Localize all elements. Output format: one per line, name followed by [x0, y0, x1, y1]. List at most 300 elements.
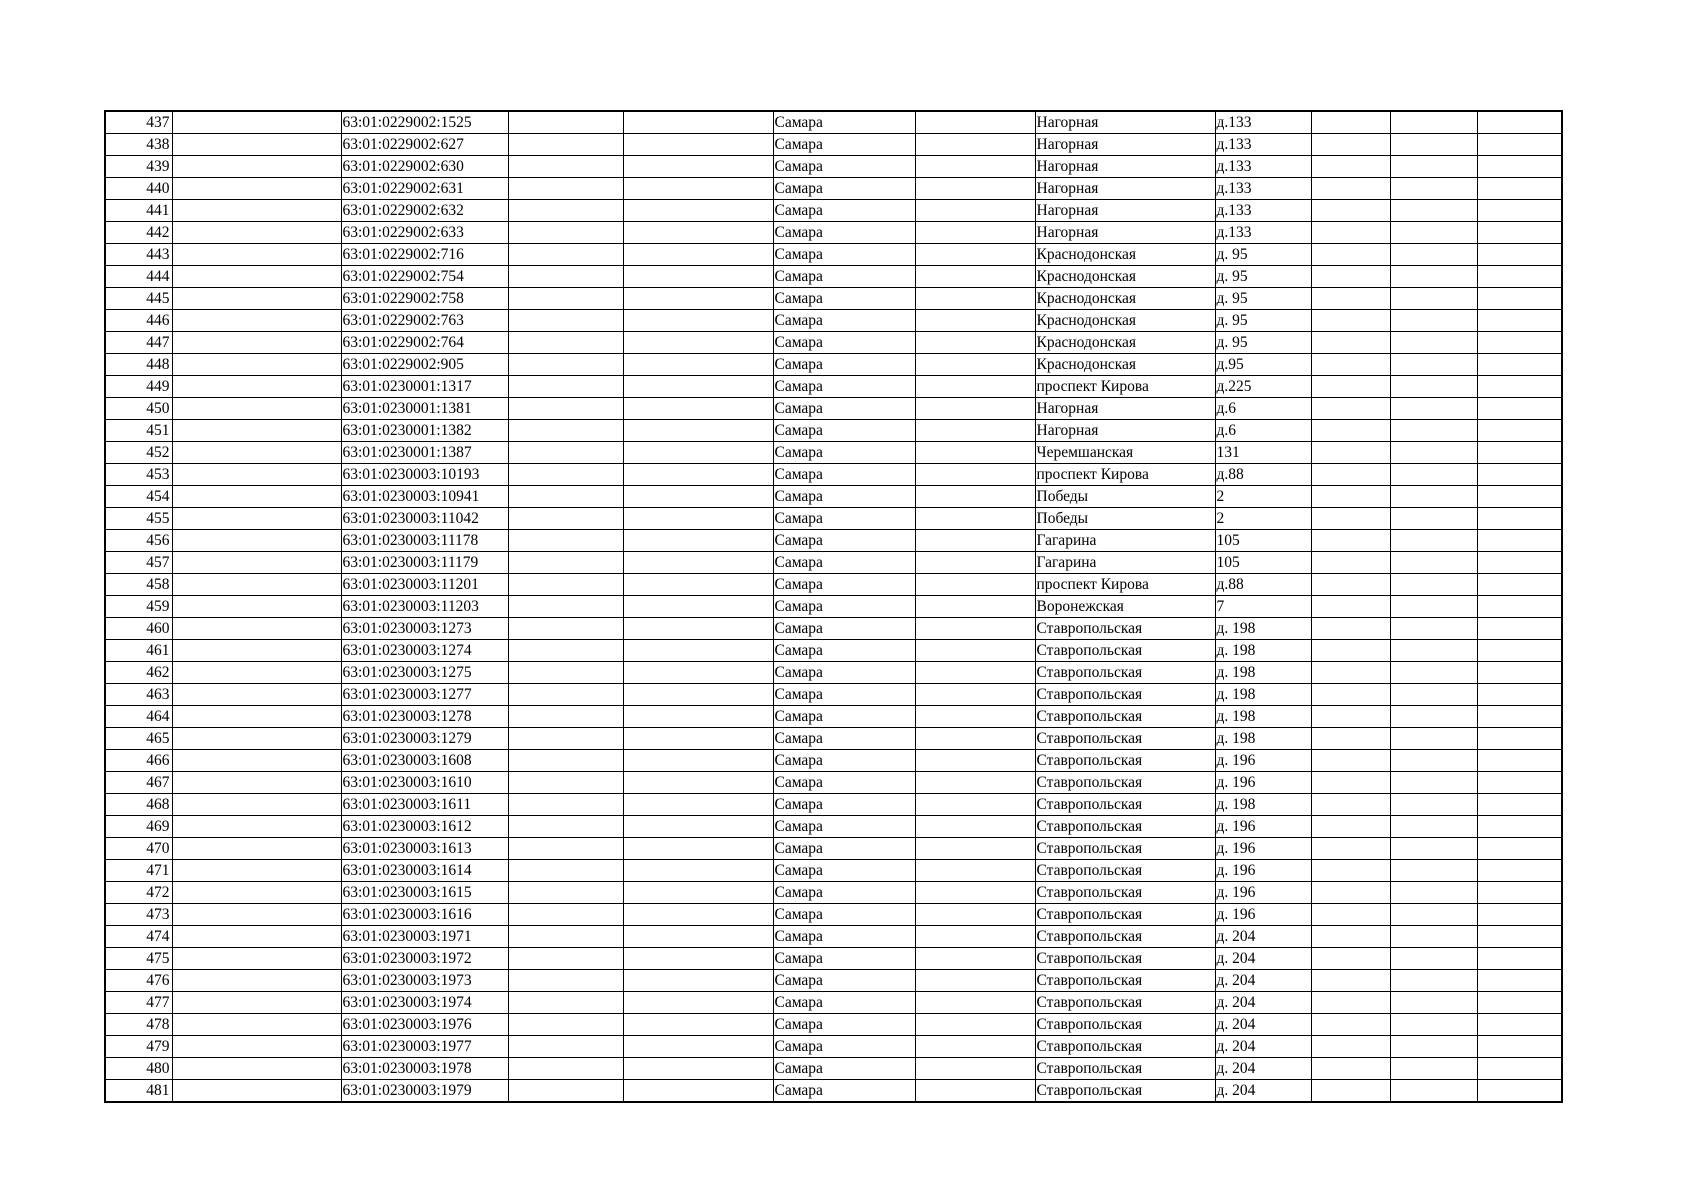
empty-cell	[1477, 838, 1562, 860]
street-cell: проспект Кирова	[1035, 376, 1215, 398]
empty-cell	[508, 926, 623, 948]
empty-cell	[915, 200, 1035, 222]
empty-cell	[1477, 1080, 1562, 1103]
empty-cell	[623, 860, 773, 882]
row-number-cell: 470	[105, 838, 172, 860]
empty-cell	[1390, 1058, 1477, 1080]
table-row	[105, 134, 1562, 156]
row-number-cell: 459	[105, 596, 172, 618]
empty-cell	[1390, 970, 1477, 992]
street-cell: Ставропольская	[1035, 684, 1215, 706]
empty-cell	[1311, 618, 1390, 640]
empty-cell	[623, 882, 773, 904]
house-cell: 105	[1215, 530, 1311, 552]
row-number-cell: 455	[105, 508, 172, 530]
empty-cell	[623, 508, 773, 530]
house-cell: д. 198	[1215, 684, 1311, 706]
city-cell: Самара	[773, 354, 915, 376]
row-number-cell: 458	[105, 574, 172, 596]
empty-cell	[1390, 156, 1477, 178]
empty-cell	[915, 1036, 1035, 1058]
house-cell: д.133	[1215, 111, 1311, 134]
empty-cell	[172, 838, 341, 860]
empty-cell	[915, 948, 1035, 970]
empty-cell	[508, 178, 623, 200]
empty-cell	[1477, 310, 1562, 332]
empty-cell	[1477, 222, 1562, 244]
empty-cell	[1390, 904, 1477, 926]
empty-cell	[508, 750, 623, 772]
empty-cell	[1311, 662, 1390, 684]
table-row	[105, 332, 1562, 354]
empty-cell	[915, 222, 1035, 244]
row-number-cell: 474	[105, 926, 172, 948]
empty-cell	[1477, 530, 1562, 552]
row-number-cell: 468	[105, 794, 172, 816]
empty-cell	[1477, 926, 1562, 948]
house-cell: д. 95	[1215, 310, 1311, 332]
empty-cell	[172, 904, 341, 926]
empty-cell	[1477, 706, 1562, 728]
empty-cell	[172, 706, 341, 728]
street-cell: Ставропольская	[1035, 662, 1215, 684]
empty-cell	[508, 948, 623, 970]
empty-cell	[1311, 552, 1390, 574]
empty-cell	[915, 794, 1035, 816]
empty-cell	[508, 794, 623, 816]
empty-cell	[1311, 706, 1390, 728]
empty-cell	[508, 618, 623, 640]
empty-cell	[1311, 728, 1390, 750]
empty-cell	[508, 244, 623, 266]
empty-cell	[623, 684, 773, 706]
empty-cell	[915, 288, 1035, 310]
empty-cell	[1477, 1036, 1562, 1058]
empty-cell	[508, 640, 623, 662]
city-cell: Самара	[773, 838, 915, 860]
house-cell: д.6	[1215, 420, 1311, 442]
street-cell: Ставропольская	[1035, 904, 1215, 926]
city-cell: Самара	[773, 1058, 915, 1080]
empty-cell	[172, 926, 341, 948]
house-cell: д.88	[1215, 464, 1311, 486]
row-number-cell: 437	[105, 111, 172, 134]
cadastral-number-cell: 63:01:0230003:1613	[341, 838, 508, 860]
row-number-cell: 481	[105, 1080, 172, 1103]
street-cell: проспект Кирова	[1035, 574, 1215, 596]
empty-cell	[172, 552, 341, 574]
empty-cell	[623, 618, 773, 640]
empty-cell	[1311, 178, 1390, 200]
city-cell: Самара	[773, 310, 915, 332]
empty-cell	[1477, 816, 1562, 838]
empty-cell	[172, 640, 341, 662]
street-cell: Ставропольская	[1035, 992, 1215, 1014]
empty-cell	[172, 574, 341, 596]
empty-cell	[623, 376, 773, 398]
street-cell: Ставропольская	[1035, 618, 1215, 640]
city-cell: Самара	[773, 574, 915, 596]
cadastral-number-cell: 63:01:0229002:1525	[341, 111, 508, 134]
row-number-cell: 448	[105, 354, 172, 376]
house-cell: д. 196	[1215, 860, 1311, 882]
empty-cell	[915, 970, 1035, 992]
street-cell: Ставропольская	[1035, 970, 1215, 992]
empty-cell	[1477, 904, 1562, 926]
cadastral-number-cell: 63:01:0230003:1611	[341, 794, 508, 816]
street-cell: Ставропольская	[1035, 816, 1215, 838]
house-cell: д. 198	[1215, 640, 1311, 662]
empty-cell	[1311, 222, 1390, 244]
empty-cell	[508, 552, 623, 574]
table-row	[105, 354, 1562, 376]
street-cell: Нагорная	[1035, 200, 1215, 222]
empty-cell	[1311, 156, 1390, 178]
city-cell: Самара	[773, 926, 915, 948]
empty-cell	[508, 904, 623, 926]
empty-cell	[1477, 750, 1562, 772]
city-cell: Самара	[773, 882, 915, 904]
empty-cell	[1390, 310, 1477, 332]
empty-cell	[1311, 398, 1390, 420]
empty-cell	[623, 904, 773, 926]
row-number-cell: 473	[105, 904, 172, 926]
empty-cell	[1477, 882, 1562, 904]
cadastral-number-cell: 63:01:0230003:1614	[341, 860, 508, 882]
empty-cell	[172, 200, 341, 222]
empty-cell	[508, 684, 623, 706]
empty-cell	[508, 860, 623, 882]
street-cell: Краснодонская	[1035, 288, 1215, 310]
empty-cell	[915, 772, 1035, 794]
empty-cell	[1311, 684, 1390, 706]
cadastral-number-cell: 63:01:0230003:1978	[341, 1058, 508, 1080]
house-cell: д. 196	[1215, 882, 1311, 904]
empty-cell	[915, 552, 1035, 574]
empty-cell	[915, 464, 1035, 486]
table-row	[105, 596, 1562, 618]
empty-cell	[623, 464, 773, 486]
house-cell: д. 196	[1215, 904, 1311, 926]
empty-cell	[1477, 464, 1562, 486]
city-cell: Самара	[773, 266, 915, 288]
empty-cell	[1311, 640, 1390, 662]
table-row	[105, 376, 1562, 398]
empty-cell	[172, 860, 341, 882]
street-cell: Нагорная	[1035, 398, 1215, 420]
empty-cell	[1390, 684, 1477, 706]
house-cell: д.133	[1215, 178, 1311, 200]
cadastral-number-cell: 63:01:0230003:1273	[341, 618, 508, 640]
empty-cell	[915, 266, 1035, 288]
empty-cell	[172, 970, 341, 992]
table-row	[105, 398, 1562, 420]
row-number-cell: 449	[105, 376, 172, 398]
empty-cell	[623, 200, 773, 222]
cadastral-number-cell: 63:01:0229002:716	[341, 244, 508, 266]
house-cell: д.133	[1215, 222, 1311, 244]
empty-cell	[915, 926, 1035, 948]
empty-cell	[1477, 134, 1562, 156]
empty-cell	[508, 420, 623, 442]
street-cell: Ставропольская	[1035, 838, 1215, 860]
empty-cell	[508, 816, 623, 838]
street-cell: Нагорная	[1035, 420, 1215, 442]
street-cell: Краснодонская	[1035, 310, 1215, 332]
empty-cell	[1477, 596, 1562, 618]
empty-cell	[915, 706, 1035, 728]
empty-cell	[1390, 816, 1477, 838]
city-cell: Самара	[773, 816, 915, 838]
empty-cell	[1477, 266, 1562, 288]
row-number-cell: 447	[105, 332, 172, 354]
table-row	[105, 1036, 1562, 1058]
street-cell: Нагорная	[1035, 156, 1215, 178]
table-row	[105, 838, 1562, 860]
city-cell: Самара	[773, 992, 915, 1014]
empty-cell	[1390, 288, 1477, 310]
empty-cell	[1477, 288, 1562, 310]
cadastral-number-cell: 63:01:0230003:11201	[341, 574, 508, 596]
empty-cell	[508, 266, 623, 288]
empty-cell	[1311, 354, 1390, 376]
empty-cell	[1311, 970, 1390, 992]
empty-cell	[623, 442, 773, 464]
street-cell: Ставропольская	[1035, 882, 1215, 904]
house-cell: д. 196	[1215, 772, 1311, 794]
table-row	[105, 948, 1562, 970]
empty-cell	[1311, 376, 1390, 398]
house-cell: д. 196	[1215, 838, 1311, 860]
empty-cell	[172, 816, 341, 838]
city-cell: Самара	[773, 596, 915, 618]
empty-cell	[1477, 618, 1562, 640]
table-row	[105, 200, 1562, 222]
empty-cell	[1311, 904, 1390, 926]
empty-cell	[1390, 772, 1477, 794]
cadastral-number-cell: 63:01:0230003:1616	[341, 904, 508, 926]
empty-cell	[1390, 552, 1477, 574]
empty-cell	[508, 310, 623, 332]
cadastral-number-cell: 63:01:0230003:10941	[341, 486, 508, 508]
empty-cell	[172, 354, 341, 376]
empty-cell	[508, 1080, 623, 1103]
street-cell: Ставропольская	[1035, 728, 1215, 750]
street-cell: Нагорная	[1035, 178, 1215, 200]
cadastral-number-cell: 63:01:0230003:11178	[341, 530, 508, 552]
house-cell: д. 204	[1215, 1014, 1311, 1036]
row-number-cell: 457	[105, 552, 172, 574]
house-cell: д. 204	[1215, 948, 1311, 970]
row-number-cell: 452	[105, 442, 172, 464]
empty-cell	[172, 420, 341, 442]
empty-cell	[623, 706, 773, 728]
street-cell: Гагарина	[1035, 530, 1215, 552]
city-cell: Самара	[773, 332, 915, 354]
empty-cell	[508, 838, 623, 860]
empty-cell	[172, 310, 341, 332]
city-cell: Самара	[773, 222, 915, 244]
empty-cell	[1477, 244, 1562, 266]
empty-cell	[172, 1036, 341, 1058]
table-row	[105, 552, 1562, 574]
empty-cell	[1390, 794, 1477, 816]
house-cell: д. 95	[1215, 288, 1311, 310]
cadastral-number-cell: 63:01:0230003:11203	[341, 596, 508, 618]
cadastral-number-cell: 63:01:0230003:1277	[341, 684, 508, 706]
empty-cell	[915, 376, 1035, 398]
cadastral-number-cell: 63:01:0230003:10193	[341, 464, 508, 486]
table-row	[105, 794, 1562, 816]
empty-cell	[508, 1058, 623, 1080]
empty-cell	[915, 992, 1035, 1014]
house-cell: 131	[1215, 442, 1311, 464]
row-number-cell: 453	[105, 464, 172, 486]
empty-cell	[623, 552, 773, 574]
city-cell: Самара	[773, 530, 915, 552]
empty-cell	[1390, 728, 1477, 750]
empty-cell	[1390, 662, 1477, 684]
empty-cell	[172, 882, 341, 904]
city-cell: Самара	[773, 288, 915, 310]
empty-cell	[172, 772, 341, 794]
empty-cell	[172, 596, 341, 618]
house-cell: д. 95	[1215, 244, 1311, 266]
empty-cell	[623, 178, 773, 200]
row-number-cell: 464	[105, 706, 172, 728]
table-row	[105, 882, 1562, 904]
table-row	[105, 442, 1562, 464]
empty-cell	[172, 486, 341, 508]
cadastral-number-cell: 63:01:0229002:633	[341, 222, 508, 244]
empty-cell	[623, 486, 773, 508]
empty-cell	[172, 156, 341, 178]
empty-cell	[1311, 948, 1390, 970]
table-row	[105, 1058, 1562, 1080]
empty-cell	[172, 794, 341, 816]
empty-cell	[1311, 464, 1390, 486]
house-cell: д. 198	[1215, 728, 1311, 750]
street-cell: Краснодонская	[1035, 354, 1215, 376]
empty-cell	[1390, 508, 1477, 530]
empty-cell	[623, 750, 773, 772]
street-cell: Краснодонская	[1035, 332, 1215, 354]
empty-cell	[623, 1080, 773, 1103]
empty-cell	[1477, 1014, 1562, 1036]
empty-cell	[172, 111, 341, 134]
empty-cell	[915, 332, 1035, 354]
empty-cell	[1477, 860, 1562, 882]
empty-cell	[1390, 750, 1477, 772]
empty-cell	[1311, 1014, 1390, 1036]
row-number-cell: 451	[105, 420, 172, 442]
empty-cell	[1390, 464, 1477, 486]
street-cell: Черемшанская	[1035, 442, 1215, 464]
row-number-cell: 479	[105, 1036, 172, 1058]
empty-cell	[172, 530, 341, 552]
house-cell: д.6	[1215, 398, 1311, 420]
street-cell: Ставропольская	[1035, 1058, 1215, 1080]
table-row	[105, 222, 1562, 244]
table-row	[105, 1080, 1562, 1103]
empty-cell	[1390, 200, 1477, 222]
house-cell: д. 204	[1215, 926, 1311, 948]
street-cell: Ставропольская	[1035, 1080, 1215, 1103]
empty-cell	[1390, 860, 1477, 882]
cadastral-number-cell: 63:01:0229002:905	[341, 354, 508, 376]
table-row	[105, 111, 1562, 134]
empty-cell	[1477, 200, 1562, 222]
row-number-cell: 454	[105, 486, 172, 508]
row-number-cell: 441	[105, 200, 172, 222]
empty-cell	[623, 574, 773, 596]
city-cell: Самара	[773, 486, 915, 508]
empty-cell	[623, 288, 773, 310]
cadastral-number-cell: 63:01:0230003:11042	[341, 508, 508, 530]
empty-cell	[1477, 420, 1562, 442]
empty-cell	[1477, 398, 1562, 420]
empty-cell	[915, 134, 1035, 156]
cadastral-number-cell: 63:01:0230003:1976	[341, 1014, 508, 1036]
empty-cell	[172, 684, 341, 706]
table-row	[105, 860, 1562, 882]
house-cell: д.225	[1215, 376, 1311, 398]
empty-cell	[915, 156, 1035, 178]
empty-cell	[1477, 992, 1562, 1014]
row-number-cell: 465	[105, 728, 172, 750]
empty-cell	[915, 310, 1035, 332]
empty-cell	[1311, 750, 1390, 772]
empty-cell	[1390, 926, 1477, 948]
empty-cell	[1311, 244, 1390, 266]
empty-cell	[508, 354, 623, 376]
empty-cell	[172, 244, 341, 266]
city-cell: Самара	[773, 552, 915, 574]
table-row	[105, 244, 1562, 266]
empty-cell	[1477, 442, 1562, 464]
empty-cell	[172, 288, 341, 310]
empty-cell	[1477, 970, 1562, 992]
row-number-cell: 460	[105, 618, 172, 640]
empty-cell	[915, 750, 1035, 772]
city-cell: Самара	[773, 420, 915, 442]
empty-cell	[915, 728, 1035, 750]
house-cell: д.133	[1215, 156, 1311, 178]
row-number-cell: 477	[105, 992, 172, 1014]
empty-cell	[508, 772, 623, 794]
city-cell: Самара	[773, 200, 915, 222]
street-cell: Нагорная	[1035, 111, 1215, 134]
empty-cell	[1390, 706, 1477, 728]
cadastral-number-cell: 63:01:0230003:1608	[341, 750, 508, 772]
house-cell: д. 204	[1215, 970, 1311, 992]
empty-cell	[1311, 926, 1390, 948]
row-number-cell: 466	[105, 750, 172, 772]
empty-cell	[508, 398, 623, 420]
empty-cell	[623, 244, 773, 266]
house-cell: д. 198	[1215, 662, 1311, 684]
empty-cell	[915, 354, 1035, 376]
empty-cell	[915, 838, 1035, 860]
city-cell: Самара	[773, 1036, 915, 1058]
table-row	[105, 508, 1562, 530]
empty-cell	[172, 464, 341, 486]
empty-cell	[1390, 838, 1477, 860]
empty-cell	[1477, 684, 1562, 706]
empty-cell	[1477, 794, 1562, 816]
empty-cell	[172, 948, 341, 970]
empty-cell	[1390, 486, 1477, 508]
